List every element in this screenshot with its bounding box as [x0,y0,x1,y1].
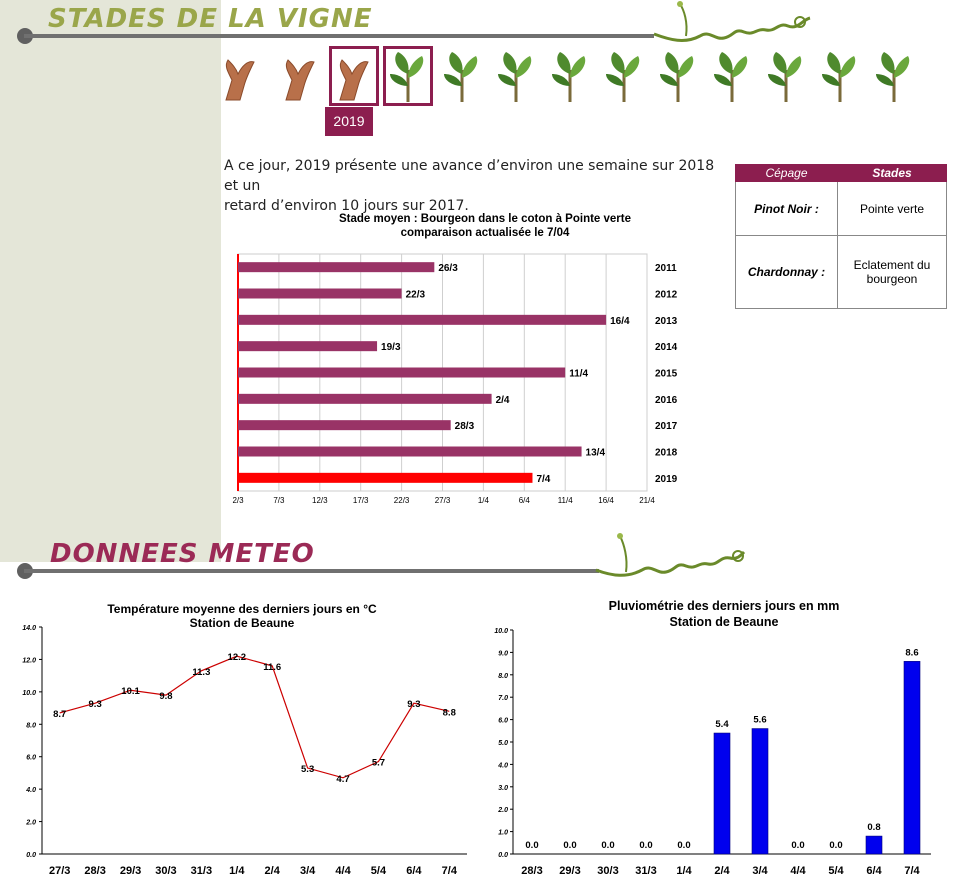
rain-x-tick: 1/4 [676,865,692,877]
temp-chart-title-line2: Station de Beaune [189,616,295,630]
rain-data-label: 5.4 [715,719,729,731]
temp-chart-title-line1: Température moyenne des derniers jours en °C [107,602,377,616]
section-title-meteo: DONNEES METEO [50,539,315,569]
rain-y-tick: 9.0 [498,650,508,658]
rain-y-tick: 8.0 [498,672,508,680]
stade-chardonnay [838,236,947,309]
vine-decoration-icon [592,530,752,580]
temp-y-tick: 10.0 [22,689,36,697]
rain-x-tick: 2/4 [714,865,730,877]
stage-nouaison-icon [764,50,808,102]
rain-y-tick: 7.0 [498,695,508,703]
stage-fermeture-grappe-icon [818,50,862,102]
stade-bar-2017 [238,420,451,430]
rain-data-label: 0.0 [639,840,653,851]
temp-data-label: 9.8 [159,691,173,703]
temp-data-label: 9.3 [407,699,421,711]
stade-bar-2019 [238,473,532,483]
temp-y-tick: 12.0 [22,657,36,665]
temp-data-label: 4.7 [336,773,350,785]
stade-chart-title-line2: comparaison actualisée le 7/04 [400,227,570,239]
stade-data-label: 19/3 [381,342,401,354]
temperature-chart [18,600,470,883]
rain-y-tick: 6.0 [498,717,508,725]
stade-bar-2016 [238,394,492,404]
stade-year-label: 2013 [655,315,678,327]
temp-x-tick: 5/4 [370,865,387,877]
stade-chart-title-line1: Stade moyen : Bourgeon dans le coton à Pointe verte [338,213,632,225]
rain-y-tick: 3.0 [498,784,508,792]
temp-x-tick: 29/3 [119,865,142,877]
stade-bar-2014 [238,341,377,351]
stade-x-tick: 2/3 [232,496,244,505]
stade-data-label: 26/3 [438,263,458,275]
temp-y-tick: 4.0 [26,787,36,795]
temp-x-tick: 6/4 [406,865,422,877]
intro-line-1: A ce jour, 2019 présente une avance d’environ une semaine sur 2018 et un [224,158,715,194]
rain-x-tick: 30/3 [597,865,619,877]
rain-data-label: 0.0 [525,840,539,851]
stade-x-tick: 6/4 [518,496,530,505]
rain-bar-3/4 [752,729,768,854]
stade-year-label: 2016 [655,394,678,406]
rain-x-tick: 5/4 [828,865,844,877]
temp-data-label: 5.3 [301,764,315,776]
temp-x-tick: 7/4 [441,865,457,877]
stage-grappes-separees-icon [602,50,646,102]
stade-year-label: 2012 [655,289,678,301]
rain-x-tick: 4/4 [790,865,806,877]
header-stades: Stades [838,165,947,182]
stade-chardonnay-line1: Eclatement du [853,258,931,272]
stade-bar-2015 [238,368,565,378]
stade-x-tick: 17/3 [352,496,369,505]
stade-data-label: 13/4 [585,447,606,459]
rain-y-tick: 2.0 [498,807,508,815]
left-side-panel [0,0,221,562]
rain-x-tick: 7/4 [904,865,920,877]
stage-bourgeon-hiver-icon [278,50,322,102]
cepage-pinot: Pinot Noir : [736,182,838,236]
stade-year-label: 2015 [655,368,678,380]
stage-highlight-frame [383,46,433,106]
stade-x-tick: 16/4 [598,496,614,505]
rain-bar-6/4 [866,836,882,854]
rain-data-label: 0.0 [829,840,843,851]
stade-year-label: 2017 [655,421,678,433]
temp-x-tick: 1/4 [229,865,245,877]
stade-bar-2013 [238,315,606,325]
rain-data-label: 5.6 [753,714,767,726]
temp-x-tick: 4/4 [335,865,351,877]
temp-x-tick: 28/3 [84,865,106,877]
stage-eclatement-icon [440,50,484,102]
intro-line-2: retard d’environ 10 jours sur 2017. [224,198,469,214]
temp-data-label: 10.1 [121,686,140,698]
rain-bar-7/4 [904,661,920,854]
temp-y-tick: 0.0 [26,852,36,859]
stage-grappes-visibles-icon [548,50,592,102]
stade-year-label: 2019 [655,473,678,485]
temp-y-tick: 8.0 [26,722,36,730]
stade-bar-2012 [238,289,402,299]
rain-data-label: 8.6 [905,647,919,659]
stade-x-tick: 7/3 [273,496,285,505]
rain-data-label: 0.0 [791,840,805,851]
temp-series-line [60,656,450,778]
stage-strip [218,46,918,106]
stade-year-label: 2018 [655,447,678,459]
stage-floraison-icon [710,50,754,102]
rainfall-chart [486,596,954,883]
stade-x-tick: 22/3 [393,496,410,505]
section-rule [24,34,654,38]
rain-y-tick: 5.0 [498,740,508,747]
rain-y-tick: 10.0 [494,628,508,635]
stage-veraison-icon [872,50,916,102]
stade-x-tick: 1/4 [477,496,489,505]
temp-y-tick: 14.0 [22,625,36,632]
temp-y-tick: 6.0 [26,754,36,762]
stade-data-label: 16/4 [610,315,630,327]
stage-highlight-frame [329,46,379,106]
temp-data-label: 5.7 [371,757,386,769]
stade-bar-2018 [238,447,582,457]
temp-data-label: 8.8 [442,707,456,719]
stade-data-label: 2/4 [495,394,510,406]
stade-x-tick: 12/3 [312,496,328,505]
rain-chart-title-line2: Station de Beaune [669,615,779,629]
stade-data-label: 28/3 [454,421,475,433]
stade-bar-2011 [238,262,434,272]
section-rule [24,569,599,573]
stade-data-label: 7/4 [536,473,551,485]
stade-pinot: Pointe verte [838,182,947,236]
rain-x-tick: 3/4 [752,865,768,877]
temp-x-tick: 27/3 [48,865,71,877]
temp-y-tick: 2.0 [26,819,36,827]
temp-data-label: 11.6 [263,661,282,673]
stade-data-label: 11/4 [569,368,589,380]
section-title-vigne: STADES DE LA VIGNE [48,4,373,34]
rain-y-tick: 4.0 [498,762,508,770]
stade-x-tick: 11/4 [557,496,573,505]
stage-bourgeon-hiver-icon [218,50,262,102]
temp-x-tick: 30/3 [155,865,177,877]
temp-data-label: 12.2 [227,652,247,664]
stade-x-tick: 27/3 [434,496,451,505]
cepage-chardonnay: Chardonnay : [736,236,838,309]
rain-chart-title-line1: Pluviométrie des derniers jours en mm [608,599,840,613]
rain-data-label: 0.8 [867,822,881,834]
stade-year-label: 2014 [655,342,678,354]
rain-y-tick: 0.0 [498,852,508,859]
rain-data-label: 0.0 [563,840,577,851]
stade-data-label: 22/3 [405,289,426,301]
stade-comparison-chart [224,206,686,510]
temp-data-label: 8.7 [53,708,67,720]
rain-data-label: 0.0 [677,840,691,851]
header-cepage: Cépage [736,165,838,182]
stage-feuilles-etalees-icon [494,50,538,102]
stade-chardonnay-line2: bourgeon [866,272,918,286]
vine-decoration-icon [650,0,820,48]
temp-x-tick: 2/4 [264,865,280,877]
cepage-table [735,164,947,309]
rain-data-label: 0.0 [601,840,615,851]
rain-x-tick: 28/3 [521,865,543,877]
stage-boutons-separes-icon [656,50,700,102]
temp-x-tick: 31/3 [190,865,213,877]
rain-x-tick: 6/4 [866,865,882,877]
stade-year-label: 2011 [655,263,677,275]
rain-x-tick: 31/3 [635,865,657,877]
temp-data-label: 11.3 [192,666,211,678]
stade-x-tick: 21/4 [639,496,655,505]
rain-y-tick: 1.0 [498,829,508,837]
rain-x-tick: 29/3 [559,865,581,877]
temp-x-tick: 3/4 [299,865,316,877]
temp-data-label: 9.3 [88,699,102,711]
year-badge: 2019 [325,107,373,136]
rain-bar-2/4 [714,733,730,854]
